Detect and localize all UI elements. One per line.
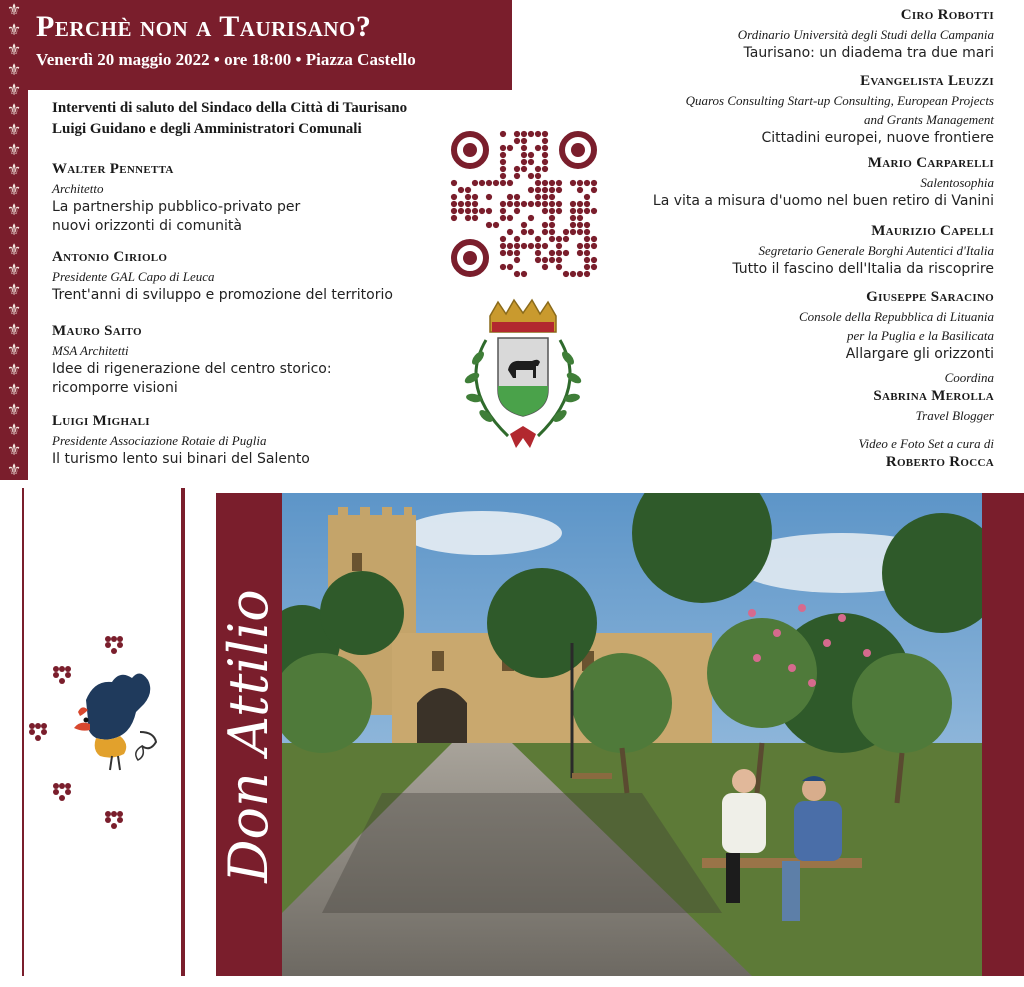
speaker-talk: nuovi orizzonti di comunità	[52, 218, 242, 234]
fleur-de-lis-icon: ⚜	[6, 280, 22, 299]
speaker-talk: Tutto il fascino dell'Italia da riscoprire	[732, 261, 994, 277]
fleur-de-lis-icon: ⚜	[6, 100, 22, 119]
speaker-talk: Taurisano: un diadema tra due mari	[743, 45, 994, 61]
speaker-block	[52, 160, 452, 236]
fleur-de-lis-icon: ⚜	[6, 180, 22, 199]
speaker-name: Giuseppe Saracino	[866, 289, 994, 305]
speaker-role: Console della Repubblica di Lituania	[799, 309, 994, 324]
fleur-de-lis-icon: ⚜	[6, 120, 22, 139]
fleur-de-lis-icon: ⚜	[6, 400, 22, 419]
speaker-role: and Grants Management	[864, 112, 994, 127]
fleur-de-lis-icon: ⚜	[6, 200, 22, 219]
castle-square-photo	[282, 493, 982, 976]
speaker-role: Presidente GAL Capo di Leuca	[52, 269, 215, 284]
speaker-role: Architetto	[52, 181, 104, 196]
rooster-motif	[24, 620, 174, 840]
moderator-block	[554, 368, 994, 425]
speaker-role: Quaros Consulting Start-up Consulting, European Projects	[685, 93, 994, 108]
fleur-de-lis-icon: ⚜	[6, 420, 22, 439]
speaker-talk: ricomporre visioni	[52, 380, 178, 396]
divider	[181, 488, 185, 976]
fleur-de-lis-icon: ⚜	[6, 60, 22, 79]
fleur-de-lis-icon: ⚜	[6, 360, 22, 379]
credits-name: Roberto Rocca	[885, 454, 994, 470]
fleur-de-lis-icon: ⚜	[6, 380, 22, 399]
moderator-role: Travel Blogger	[915, 408, 994, 423]
fleur-border	[0, 0, 28, 480]
speaker-role: Segretario Generale Borghi Autentici d'Italia	[758, 243, 994, 258]
speaker-block	[554, 222, 994, 279]
fleur-de-lis-icon: ⚜	[6, 140, 22, 159]
speaker-talk: La vita a misura d'uomo nel buen retiro di Vanini	[652, 193, 994, 209]
fleur-de-lis-icon: ⚜	[6, 440, 22, 459]
credits-block	[554, 434, 994, 472]
speaker-talk: Idee di rigenerazione del centro storico:	[52, 361, 332, 377]
speaker-block	[554, 72, 994, 148]
speaker-name: Mauro Saito	[52, 323, 142, 339]
fleur-de-lis-icon: ⚜	[6, 300, 22, 319]
speaker-role: MSA Architetti	[52, 343, 129, 358]
speaker-block	[52, 322, 452, 398]
speaker-role: Ordinario Università degli Studi della Campania	[737, 27, 994, 42]
title-band	[28, 0, 512, 90]
speaker-name: Luigi Mighali	[52, 413, 150, 429]
fleur-de-lis-icon: ⚜	[6, 320, 22, 339]
greeting-block	[52, 98, 462, 140]
speaker-talk: Il turismo lento sui binari del Salento	[52, 451, 310, 467]
moderator-name: Sabrina Merolla	[873, 388, 994, 404]
speaker-talk: La partnership pubblico-privato per	[52, 199, 301, 215]
speaker-block	[554, 6, 994, 63]
greeting-line: Interventi di saluto del Sindaco della Città di Taurisano	[52, 100, 408, 116]
brand-script-text: Don Attilio	[217, 589, 280, 883]
speaker-talk: Allargare gli orizzonti	[845, 346, 994, 362]
speaker-block	[52, 412, 452, 469]
fleur-de-lis-icon: ⚜	[6, 20, 22, 39]
speaker-block	[554, 154, 994, 211]
brand-band	[216, 493, 282, 976]
speaker-name: Antonio Ciriolo	[52, 249, 168, 265]
moderator-label: Coordina	[944, 370, 994, 385]
fleur-de-lis-icon: ⚜	[6, 340, 22, 359]
event-date-line: Venerdì 20 maggio 2022 • ore 18:00 • Piazza Castello	[36, 50, 416, 69]
page-title: Perchè non a Taurisano?	[36, 10, 372, 43]
greeting-line: Luigi Guidano e degli Amministratori Comunali	[52, 121, 362, 137]
fleur-de-lis-icon: ⚜	[6, 0, 22, 19]
fleur-de-lis-icon: ⚜	[6, 460, 22, 479]
fleur-de-lis-icon: ⚜	[6, 160, 22, 179]
speaker-block	[52, 248, 452, 305]
fleur-de-lis-icon: ⚜	[6, 240, 22, 259]
speaker-talk: Cittadini europei, nuove frontiere	[761, 130, 994, 146]
fleur-de-lis-icon: ⚜	[6, 40, 22, 59]
credits-label: Video e Foto Set a cura di	[858, 436, 994, 451]
rooster-icon	[74, 673, 156, 770]
speaker-name: Evangelista Leuzzi	[860, 73, 994, 89]
speaker-name: Ciro Robotti	[900, 7, 994, 23]
speaker-role: Presidente Associazione Rotaie di Puglia	[52, 433, 267, 448]
speaker-talk: Trent'anni di sviluppo e promozione del territorio	[52, 287, 393, 303]
speaker-role: Salentosophia	[920, 175, 994, 190]
fleur-de-lis-icon: ⚜	[6, 220, 22, 239]
fleur-de-lis-icon: ⚜	[6, 80, 22, 99]
speaker-name: Mario Carparelli	[867, 155, 994, 171]
speaker-block	[554, 288, 994, 364]
fleur-de-lis-icon: ⚜	[6, 260, 22, 279]
speaker-name: Walter Pennetta	[52, 161, 174, 177]
right-band	[982, 493, 1024, 976]
speaker-name: Maurizio Capelli	[871, 223, 994, 239]
speaker-role: per la Puglia e la Basilicata	[847, 328, 994, 343]
